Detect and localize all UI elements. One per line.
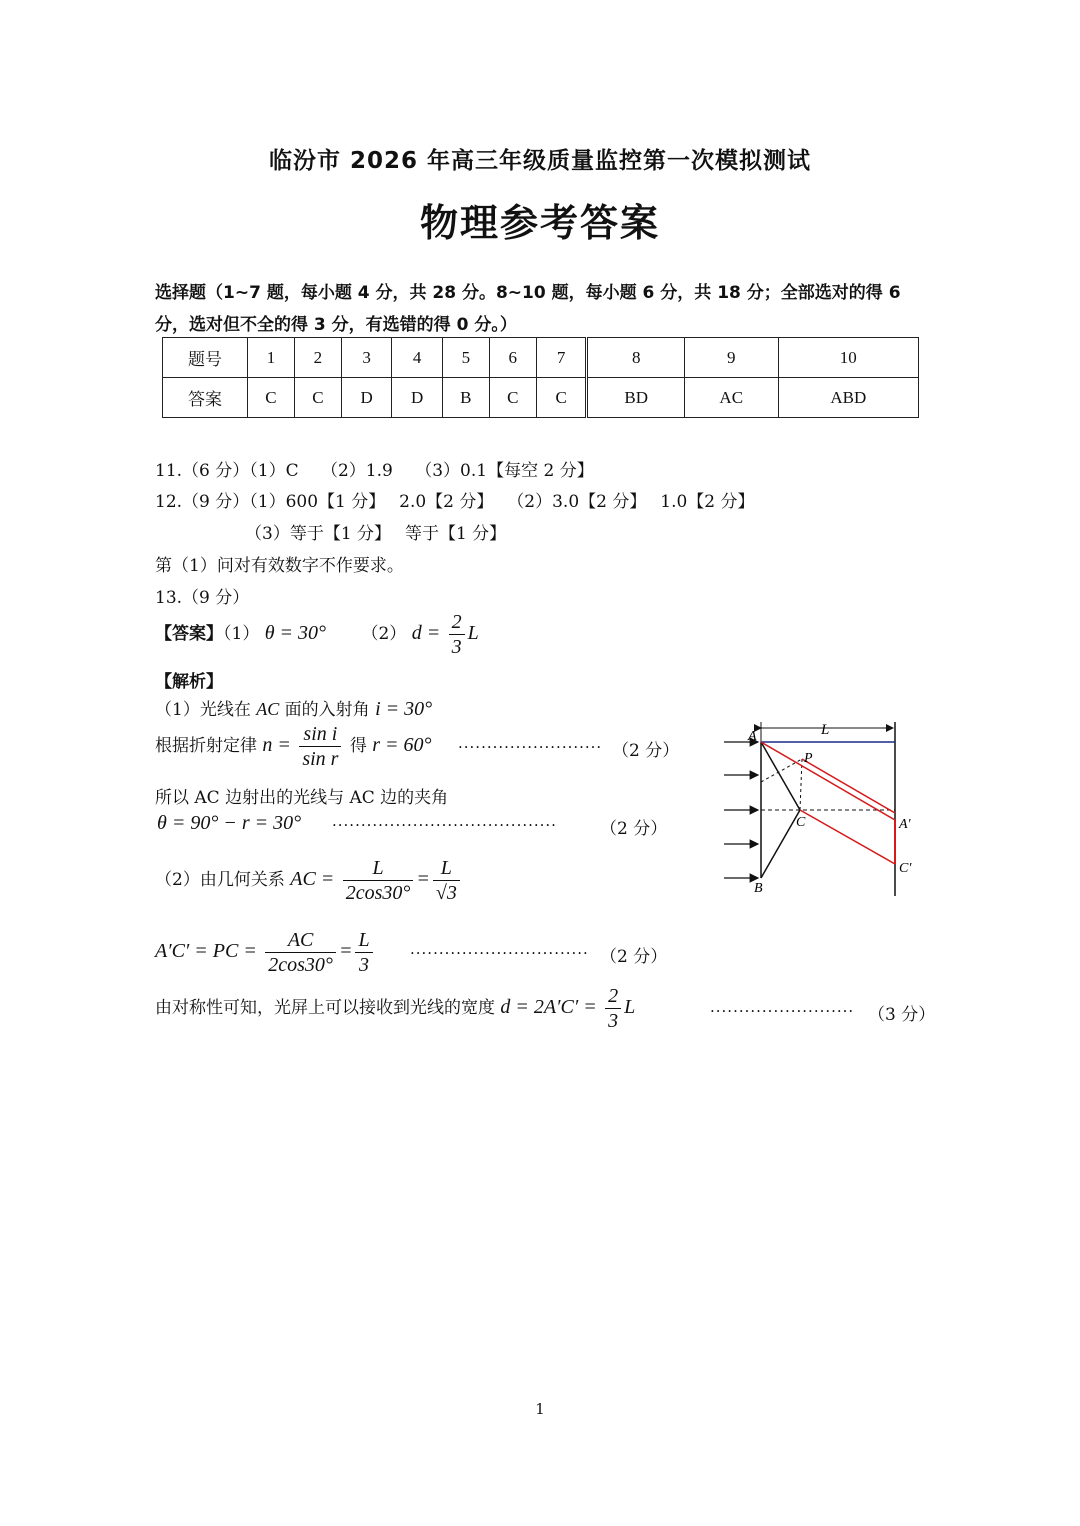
step5-denominator1: 2cos30°: [345, 882, 411, 904]
step1: [155, 695, 432, 721]
step5-numerator2: L: [433, 856, 460, 881]
answer-row: [163, 378, 919, 418]
red-ray-upper: [761, 742, 895, 820]
step5-numerator1: L: [343, 856, 414, 881]
dashed-PC-line: [800, 759, 802, 810]
answer-cell: B: [442, 378, 489, 418]
ans2-numerator: 2: [449, 610, 465, 635]
step3: 所以 AC 边射出的光线与 AC 边的夹角: [155, 788, 449, 808]
step2-numerator: sin i: [299, 722, 341, 747]
ans2-fraction: [449, 610, 465, 659]
step1-ac: AC: [256, 699, 280, 719]
answer-cell: D: [341, 378, 392, 418]
question-number-cell: 9: [684, 338, 778, 378]
step1-text2: 面的入射角: [279, 700, 376, 720]
analysis-label: 【解析】: [155, 672, 223, 692]
step2: [155, 722, 432, 771]
step1-text: （1）光线在: [155, 700, 257, 720]
red-ray-from-P: [802, 759, 895, 813]
choice-instructions-line1: 选择题（1~7 题，每小题 4 分，共 28 分。8~10 题，每小题 6 分，共 18 分；全部选对的得 6: [155, 283, 901, 303]
step5: [155, 856, 463, 905]
answer-cell: C: [294, 378, 341, 418]
step5-text: （2）由几何关系: [155, 870, 291, 890]
label-C: C: [796, 815, 806, 830]
answer-cell: C: [248, 378, 295, 418]
prism-side-AC: [761, 742, 800, 810]
ans1-expression: θ = 30°: [264, 622, 327, 644]
step5-lhs: AC =: [290, 868, 335, 890]
q13-header: 13.（9 分）: [155, 588, 250, 608]
question-number-cell: 1: [248, 338, 295, 378]
step7-tail: L: [624, 996, 636, 1018]
q12-note: 第（1）问对有效数字不作要求。: [155, 556, 404, 576]
step1-expression: i = 30°: [375, 698, 433, 720]
label-L: L: [821, 722, 830, 738]
q13-answer: [155, 610, 479, 659]
step2-lhs: n =: [262, 734, 291, 756]
ans1-prefix: （1）: [223, 624, 260, 644]
choice-instructions-line2: 分，选对但不全的得 3 分，有选错的得 0 分。）: [155, 315, 517, 335]
label-B: B: [754, 881, 763, 896]
step6-denominator1: 2cos30°: [268, 954, 333, 976]
step2-dots: ·························: [458, 738, 603, 756]
step5-equals: =: [416, 868, 430, 890]
ans2-tail: L: [467, 622, 479, 644]
step5-fraction2: [433, 856, 460, 905]
q11-answer: 11.（6 分）（1）C （2）1.9 （3）0.1【每空 2 分】: [155, 461, 594, 481]
label-P: P: [804, 751, 813, 766]
answer-cell: C: [536, 378, 587, 418]
step4-score: （2 分）: [600, 819, 668, 839]
refraction-diagram: [718, 716, 928, 902]
question-number-cell: 3: [341, 338, 392, 378]
step2-text: 根据折射定律: [155, 736, 263, 756]
step6-denominator2: 3: [359, 954, 369, 976]
label-A: A: [748, 729, 757, 744]
question-number-cell: 5: [442, 338, 489, 378]
prism-side-CB: [761, 810, 800, 878]
step7-dots: ·························: [710, 1002, 855, 1020]
answer-cell: ABD: [778, 378, 918, 418]
step2-denominator: sin r: [302, 748, 339, 770]
step6: [155, 928, 376, 977]
step6-fraction1: [265, 928, 336, 977]
step6-lhs: A′C′ = PC =: [155, 940, 257, 962]
step7-text: 由对称性可知，光屏上可以接收到光线的宽度: [155, 998, 501, 1018]
page-number: 1: [535, 1400, 545, 1418]
step2-expression: r = 60°: [372, 734, 432, 756]
step6-fraction2: [355, 928, 372, 977]
label-C-prime: C′: [899, 861, 912, 876]
step6-score: （2 分）: [600, 947, 668, 967]
question-number-cell: 10: [778, 338, 918, 378]
ans2-lhs: d =: [411, 622, 441, 644]
step7-fraction: [605, 984, 621, 1033]
row-label-answer: 答案: [163, 378, 248, 418]
question-number-row: [163, 338, 919, 378]
document-subtitle: 物理参考答案: [419, 201, 660, 245]
answer-table: [162, 337, 919, 418]
answer-cell: C: [489, 378, 536, 418]
q12-answer-line2: （3）等于【1 分】 等于【1 分】: [245, 524, 507, 544]
question-number-cell: 4: [392, 338, 443, 378]
document-title: 临汾市 2026 年高三年级质量监控第一次模拟测试: [268, 148, 812, 174]
step7-denominator: 3: [608, 1010, 619, 1032]
step6-dots: ·······························: [410, 944, 589, 962]
row-label-question: 题号: [163, 338, 248, 378]
step7-lhs: d = 2A′C′ =: [500, 996, 597, 1018]
question-number-cell: 7: [536, 338, 587, 378]
step2-fraction: [299, 722, 341, 771]
step6-numerator1: AC: [265, 928, 336, 953]
ans2-prefix: （2）: [361, 624, 407, 644]
ans2-denominator: 3: [451, 636, 462, 658]
step6-equals: =: [338, 940, 353, 962]
step5-fraction1: [343, 856, 414, 905]
q12-answer-line1: 12.（9 分）（1）600【1 分】 2.0【2 分】 （2）3.0【2 分】 1.0【2 分】: [155, 492, 755, 512]
step7-numerator: 2: [605, 984, 621, 1009]
step4-dots: ·······································: [332, 816, 557, 834]
step7-score: （3 分）: [868, 1005, 936, 1025]
answer-cell: AC: [684, 378, 778, 418]
step2-score: （2 分）: [612, 741, 680, 761]
label-A-prime: A′: [899, 817, 911, 832]
step4-expression: θ = 90° − r = 30°: [157, 812, 302, 834]
answer-label: 【答案】: [155, 624, 223, 644]
red-ray-from-C: [800, 810, 895, 864]
step6-numerator2: L: [355, 928, 372, 953]
step2-mid: 得: [344, 736, 373, 756]
answer-cell: BD: [587, 378, 684, 418]
question-number-cell: 2: [294, 338, 341, 378]
step5-denominator2: √3: [435, 882, 457, 904]
question-number-cell: 8: [587, 338, 684, 378]
step7: [155, 984, 635, 1033]
question-number-cell: 6: [489, 338, 536, 378]
answer-cell: D: [392, 378, 443, 418]
